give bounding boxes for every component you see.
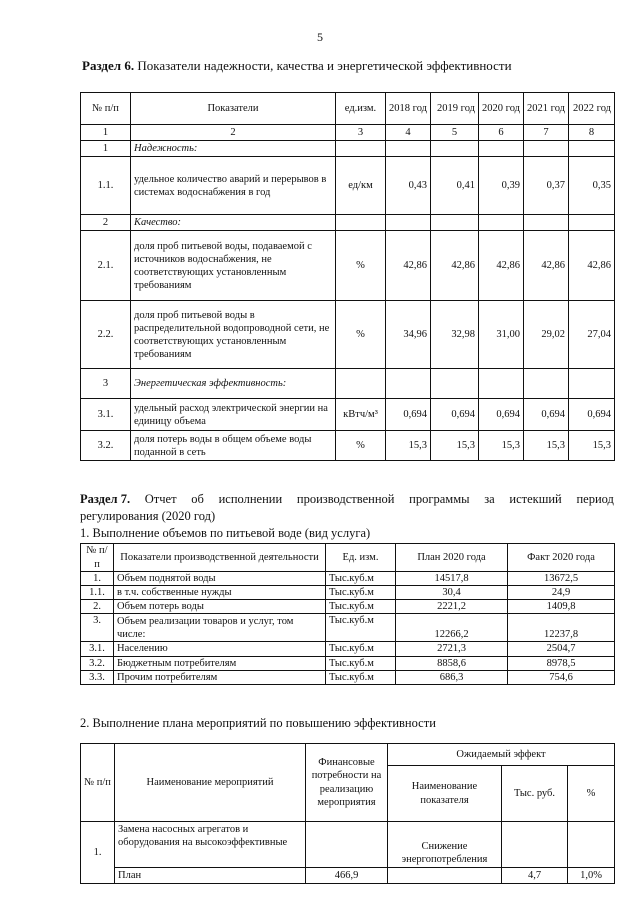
row-number: 1.1. bbox=[81, 586, 114, 600]
finance-cell bbox=[306, 822, 388, 868]
plan-cell: 14517,8 bbox=[396, 572, 508, 586]
plan-cell: 30,4 bbox=[396, 586, 508, 600]
header-cell: 2020 год bbox=[479, 93, 524, 125]
header-cell: 2021 год bbox=[524, 93, 569, 125]
value-cell: 0,694 bbox=[479, 399, 524, 431]
fact-cell: 1409,8 bbox=[508, 600, 615, 614]
measure-name: План bbox=[115, 868, 306, 884]
table-row bbox=[81, 670, 615, 684]
table-row bbox=[81, 431, 615, 461]
unit-cell: ед/км bbox=[336, 157, 386, 215]
value-cell: 0,694 bbox=[569, 399, 615, 431]
value-cell: 29,02 bbox=[524, 301, 569, 369]
indicator-name: Бюджетным потребителям bbox=[114, 656, 326, 670]
group-name: Качество: bbox=[131, 215, 336, 231]
value-cell: 15,3 bbox=[386, 431, 431, 461]
section6-title-text: Показатели надежности, качества и энергетической эффективности bbox=[134, 58, 512, 73]
group-number: 3 bbox=[81, 369, 131, 399]
plan-cell: 686,3 bbox=[396, 670, 508, 684]
group-row bbox=[81, 369, 615, 399]
column-number: 1 bbox=[81, 125, 131, 141]
header-cell: № п/п bbox=[81, 544, 114, 572]
section7-heading bbox=[80, 491, 614, 525]
heading-word: истекший bbox=[509, 492, 562, 506]
rub-cell: 4,7 bbox=[502, 868, 568, 884]
fact-cell: 2504,7 bbox=[508, 642, 615, 656]
value-cell: 0,43 bbox=[386, 157, 431, 215]
row-number: 3. bbox=[81, 614, 114, 642]
table-row bbox=[81, 572, 615, 586]
indicator-name: Объем реализации товаров и услуг, том числе: bbox=[114, 614, 326, 642]
row-number: 3.3. bbox=[81, 670, 114, 684]
plan-cell: 8858,6 bbox=[396, 656, 508, 670]
column-number-row bbox=[81, 125, 615, 141]
table-row bbox=[81, 656, 615, 670]
group-row bbox=[81, 215, 615, 231]
row-number: 2. bbox=[81, 600, 114, 614]
unit-cell: Тыс.куб.м bbox=[326, 572, 396, 586]
column-number: 4 bbox=[386, 125, 431, 141]
header-cell: Наименование показателя bbox=[388, 766, 502, 822]
section6-title bbox=[82, 58, 512, 74]
column-number: 2 bbox=[131, 125, 336, 141]
value-cell: 27,04 bbox=[569, 301, 615, 369]
row-number: 3.2. bbox=[81, 656, 114, 670]
section7-heading-line1 bbox=[80, 491, 614, 508]
table-row bbox=[81, 301, 615, 369]
heading-word: исполнении bbox=[218, 492, 283, 506]
value-cell: 0,41 bbox=[431, 157, 479, 215]
plan-cell: 2721,3 bbox=[396, 642, 508, 656]
header-cell: Показатели bbox=[131, 93, 336, 125]
header-cell: № п/п bbox=[81, 744, 115, 822]
value-cell: 0,35 bbox=[569, 157, 615, 215]
indicators-table bbox=[80, 92, 615, 461]
table-row bbox=[81, 614, 615, 642]
header-cell: Показатели производственной деятельности bbox=[114, 544, 326, 572]
measure-name: Замена насосных агрегатов и оборудования на высокоэффективные bbox=[115, 822, 306, 868]
table-row bbox=[81, 399, 615, 431]
value-cell: 15,3 bbox=[479, 431, 524, 461]
group-name: Энергетическая эффективность: bbox=[131, 369, 336, 399]
section7-heading-line2: регулирования (2020 год) bbox=[80, 508, 216, 523]
indicator-name: доля проб питьевой воды в распределительной водопроводной сети, не соответствующих установленным требованиям bbox=[131, 301, 336, 369]
unit-cell: Тыс.куб.м bbox=[326, 642, 396, 656]
table-row bbox=[81, 822, 615, 868]
column-number: 5 bbox=[431, 125, 479, 141]
value-cell: 42,86 bbox=[524, 231, 569, 301]
subsection-1-title: 1. Выполнение объемов по питьевой воде (вид услуга) bbox=[80, 526, 371, 540]
value-cell: 0,694 bbox=[524, 399, 569, 431]
table-row bbox=[81, 868, 615, 884]
group-number: 1 bbox=[81, 141, 131, 157]
indicator-name: Объем поднятой воды bbox=[114, 572, 326, 586]
rub-cell bbox=[502, 822, 568, 868]
indicator-name: удельный расход электрической энергии на единицу объема bbox=[131, 399, 336, 431]
row-number: 1. bbox=[81, 822, 115, 884]
heading-word: Отчет bbox=[144, 492, 177, 506]
column-number: 3 bbox=[336, 125, 386, 141]
indicator-name: Населению bbox=[114, 642, 326, 656]
heading-word: производственной bbox=[296, 492, 395, 506]
table-row bbox=[81, 586, 615, 600]
indicator-cell: Снижение энергопотребления bbox=[388, 822, 502, 868]
header-cell: Ожидаемый эффект bbox=[388, 744, 615, 766]
pct-cell: 1,0% bbox=[568, 868, 615, 884]
fact-cell: 12237,8 bbox=[508, 614, 615, 642]
row-number: 1. bbox=[81, 572, 114, 586]
table-row bbox=[81, 600, 615, 614]
section7-title-bold: Раздел 7. bbox=[80, 492, 131, 506]
indicator-name: в т.ч. собственные нужды bbox=[114, 586, 326, 600]
header-cell: Финансовые потребности на реализацию мероприятия bbox=[306, 744, 388, 822]
row-number: 3.2. bbox=[81, 431, 131, 461]
value-cell: 0,694 bbox=[431, 399, 479, 431]
value-cell: 15,3 bbox=[569, 431, 615, 461]
header-cell: % bbox=[568, 766, 615, 822]
finance-cell: 466,9 bbox=[306, 868, 388, 884]
group-name: Надежность: bbox=[131, 141, 336, 157]
indicator-name: удельное количество аварий и перерывов в системах водоснабжения в год bbox=[131, 157, 336, 215]
group-row bbox=[81, 141, 615, 157]
header-cell: № п/п bbox=[81, 93, 131, 125]
value-cell: 42,86 bbox=[431, 231, 479, 301]
column-number: 6 bbox=[479, 125, 524, 141]
table-row bbox=[81, 642, 615, 656]
unit-cell: Тыс.куб.м bbox=[326, 670, 396, 684]
plan-cell: 2221,2 bbox=[396, 600, 508, 614]
unit-cell: Тыс.куб.м bbox=[326, 614, 396, 642]
fact-cell: 24,9 bbox=[508, 586, 615, 600]
unit-cell: % bbox=[336, 301, 386, 369]
header-cell: Наименование мероприятий bbox=[115, 744, 306, 822]
table-row bbox=[81, 157, 615, 215]
header-cell: 2019 год bbox=[431, 93, 479, 125]
row-number: 1.1. bbox=[81, 157, 131, 215]
page-number: 5 bbox=[317, 30, 323, 44]
value-cell: 0,39 bbox=[479, 157, 524, 215]
row-number: 3.1. bbox=[81, 399, 131, 431]
header-cell: Факт 2020 года bbox=[508, 544, 615, 572]
header-cell: Тыс. руб. bbox=[502, 766, 568, 822]
value-cell: 34,96 bbox=[386, 301, 431, 369]
unit-cell: Тыс.куб.м bbox=[326, 600, 396, 614]
indicator-name: Объем потерь воды bbox=[114, 600, 326, 614]
table-row bbox=[81, 231, 615, 301]
unit-cell: % bbox=[336, 431, 386, 461]
unit-cell: % bbox=[336, 231, 386, 301]
table-header-row bbox=[81, 544, 615, 572]
group-number: 2 bbox=[81, 215, 131, 231]
header-cell: 2018 год bbox=[386, 93, 431, 125]
value-cell: 15,3 bbox=[524, 431, 569, 461]
fact-cell: 8978,5 bbox=[508, 656, 615, 670]
indicator-name: доля потерь воды в общем объеме воды поданной в сеть bbox=[131, 431, 336, 461]
heading-word: за bbox=[484, 492, 495, 506]
header-cell: Ед. изм. bbox=[326, 544, 396, 572]
column-number: 7 bbox=[524, 125, 569, 141]
indicator-name: Прочим потребителям bbox=[114, 670, 326, 684]
value-cell: 32,98 bbox=[431, 301, 479, 369]
column-number: 8 bbox=[569, 125, 615, 141]
pct-cell bbox=[568, 822, 615, 868]
header-cell: План 2020 года bbox=[396, 544, 508, 572]
heading-word: программы bbox=[409, 492, 470, 506]
row-number: 3.1. bbox=[81, 642, 114, 656]
row-number: 2.1. bbox=[81, 231, 131, 301]
subsection-2-title: 2. Выполнение плана мероприятий по повышению эффективности bbox=[80, 716, 436, 730]
heading-word: период bbox=[576, 492, 614, 506]
heading-word: об bbox=[191, 492, 204, 506]
value-cell: 0,694 bbox=[386, 399, 431, 431]
plan-cell: 12266,2 bbox=[396, 614, 508, 642]
header-cell: 2022 год bbox=[569, 93, 615, 125]
value-cell: 42,86 bbox=[479, 231, 524, 301]
row-number: 2.2. bbox=[81, 301, 131, 369]
section6-title-bold: Раздел 6. bbox=[82, 58, 135, 73]
unit-cell: Тыс.куб.м bbox=[326, 586, 396, 600]
value-cell: 0,37 bbox=[524, 157, 569, 215]
value-cell: 15,3 bbox=[431, 431, 479, 461]
volumes-table bbox=[80, 543, 615, 685]
unit-cell: кВтч/м³ bbox=[336, 399, 386, 431]
fact-cell: 754,6 bbox=[508, 670, 615, 684]
measures-table bbox=[80, 743, 615, 884]
unit-cell: Тыс.куб.м bbox=[326, 656, 396, 670]
value-cell: 42,86 bbox=[569, 231, 615, 301]
value-cell: 42,86 bbox=[386, 231, 431, 301]
header-cell: ед.изм. bbox=[336, 93, 386, 125]
value-cell: 31,00 bbox=[479, 301, 524, 369]
table-header-row bbox=[81, 744, 615, 766]
table-header-row bbox=[81, 93, 615, 125]
indicator-name: доля проб питьевой воды, подаваемой с источников водоснабжения, не соответствующих установленным требованиям bbox=[131, 231, 336, 301]
fact-cell: 13672,5 bbox=[508, 572, 615, 586]
indicator-cell bbox=[388, 868, 502, 884]
